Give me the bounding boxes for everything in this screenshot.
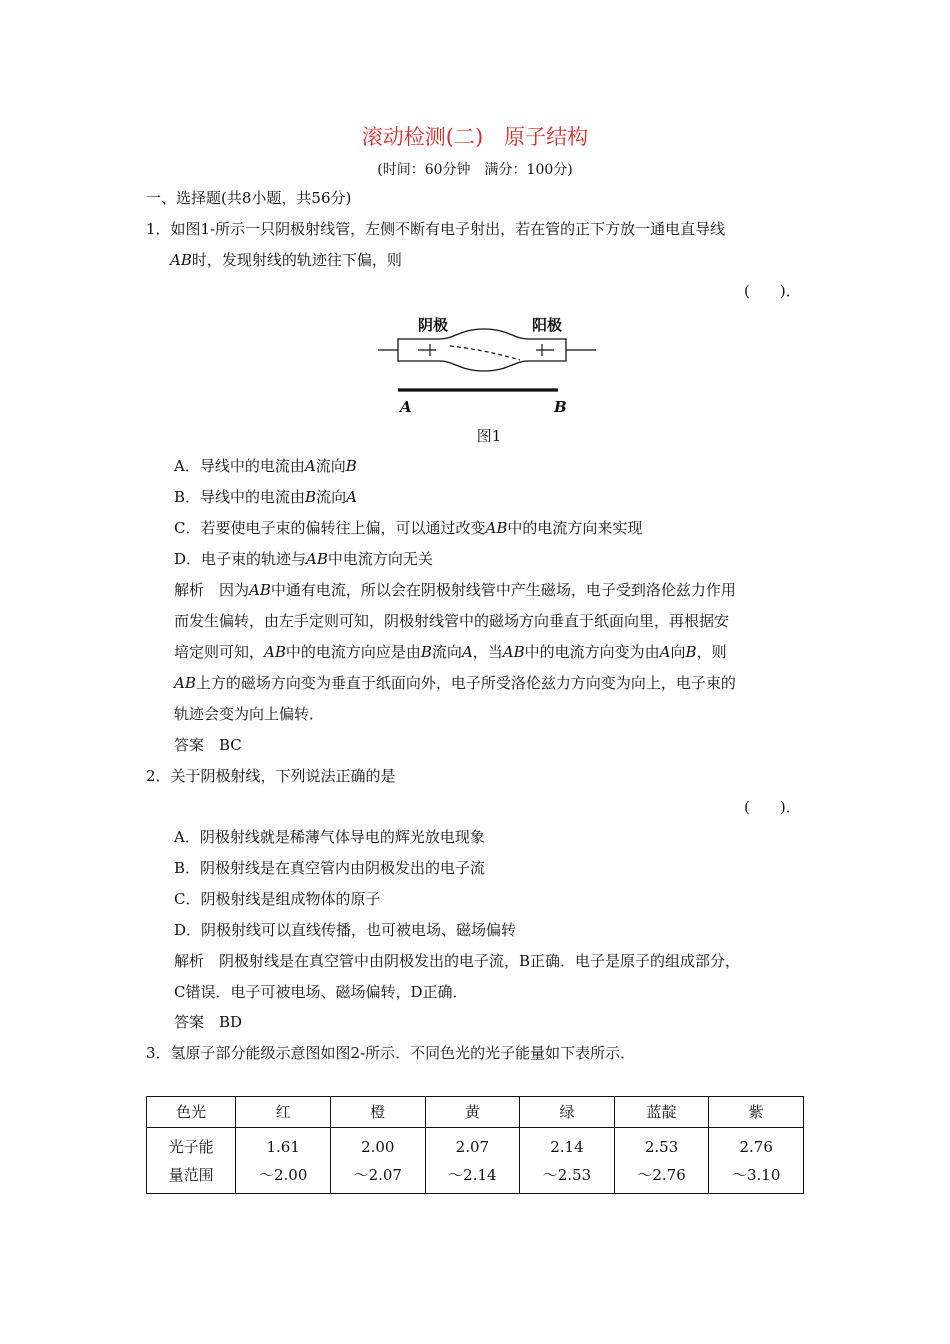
q1-analysis-line5: 轨迹会变为向上偏转． bbox=[174, 705, 325, 723]
section-heading: 一、选择题(共8小题，共56分) bbox=[146, 189, 352, 207]
q1-option-a: A．导线中的电流由A流向B bbox=[174, 457, 357, 475]
q1-analysis-line2: 而发生偏转，由左手定则可知，阴极射线管中的磁场方向垂直于纸面向里，再根据安 bbox=[174, 612, 730, 630]
q1-stem-line2: AB时，发现射线的轨迹往下偏，则 bbox=[170, 251, 402, 269]
q1-answer-paren: ( )． bbox=[744, 282, 801, 300]
table-cell: 2.53 ～2.76 bbox=[614, 1128, 709, 1194]
table-row-label: 光子能 量范围 bbox=[147, 1128, 236, 1194]
q3-stem: 3．氢原子部分能级示意图如图2-所示．不同色光的光子能量如下表所示． bbox=[146, 1044, 636, 1062]
q1-analysis-line3: 培定则可知，AB中的电流方向应是由B流向A，当AB中的电流方向变为由A向B，则 bbox=[174, 643, 727, 661]
cathode-label: 阴极 bbox=[418, 316, 449, 334]
page-title: 滚动检测(二) 原子结构 bbox=[361, 125, 589, 149]
q2-option-c: C．阴极射线是组成物体的原子 bbox=[174, 890, 381, 908]
wire-label-b: B bbox=[554, 398, 567, 416]
table-cell: 2.07 ～2.14 bbox=[425, 1128, 520, 1194]
exam-info: (时间：60分钟 满分：100分) bbox=[377, 162, 573, 178]
table-header-cell: 黄 bbox=[425, 1097, 520, 1128]
q1-option-b: B．导线中的电流由B流向A bbox=[174, 488, 357, 506]
q1-option-c: C．若要使电子束的偏转往上偏，可以通过改变AB中的电流方向来实现 bbox=[174, 519, 643, 537]
photon-energy-table bbox=[146, 1096, 804, 1194]
q1-analysis-line1: 解析 因为AB中通有电流，所以会在阴极射线管中产生磁场，电子受到洛伦兹力作用 bbox=[174, 581, 736, 599]
q1-option-d: D．电子束的轨迹与AB中电流方向无关 bbox=[174, 550, 433, 568]
table-cell: 2.14 ～2.53 bbox=[520, 1128, 615, 1194]
anode-label: 阳极 bbox=[532, 316, 563, 334]
table-header-cell: 蓝靛 bbox=[614, 1097, 709, 1128]
electron-beam-path bbox=[450, 346, 520, 360]
q1-answer: 答案 BC bbox=[174, 736, 242, 754]
cathode-ray-tube-figure bbox=[374, 310, 600, 416]
table-header-cell: 红 bbox=[236, 1097, 331, 1128]
table-cell: 2.00 ～2.07 bbox=[330, 1128, 425, 1194]
table-row bbox=[147, 1128, 804, 1194]
table-header-cell: 紫 bbox=[709, 1097, 804, 1128]
table-header-cell: 绿 bbox=[520, 1097, 615, 1128]
q2-option-a: A．阴极射线就是稀薄气体导电的辉光放电现象 bbox=[174, 828, 485, 846]
table-cell: 2.76 ～3.10 bbox=[709, 1128, 804, 1194]
table-header-row bbox=[147, 1097, 804, 1128]
figure-1-caption: 图1 bbox=[476, 427, 502, 445]
q2-answer: 答案 BD bbox=[174, 1013, 243, 1031]
q2-option-d: D．阴极射线可以直线传播，也可被电场、磁场偏转 bbox=[174, 921, 517, 939]
table-header-cell: 橙 bbox=[330, 1097, 425, 1128]
table-header-cell: 色光 bbox=[147, 1097, 236, 1128]
q2-option-b: B．阴极射线是在真空管内由阴极发出的电子流 bbox=[174, 859, 486, 877]
q2-stem: 2．关于阴极射线，下列说法正确的是 bbox=[146, 767, 396, 785]
q2-answer-paren: ( )． bbox=[744, 798, 801, 816]
q1-stem-line1: 1．如图1-所示一只阴极射线管，左侧不断有电子射出，若在管的正下方放一通电直导线 bbox=[146, 220, 726, 238]
q1-analysis-line4: AB上方的磁场方向变为垂直于纸面向外，电子所受洛伦兹力方向变为向上，电子束的 bbox=[174, 674, 736, 692]
q2-analysis-line1: 解析 阴极射线是在真空管中由阴极发出的电子流，B正确．电子是原子的组成部分， bbox=[174, 952, 741, 970]
table-cell: 1.61 ～2.00 bbox=[236, 1128, 331, 1194]
q2-analysis-line2: C错误．电子可被电场、磁场偏转，D正确． bbox=[174, 983, 468, 1001]
wire-label-a: A bbox=[400, 398, 412, 416]
